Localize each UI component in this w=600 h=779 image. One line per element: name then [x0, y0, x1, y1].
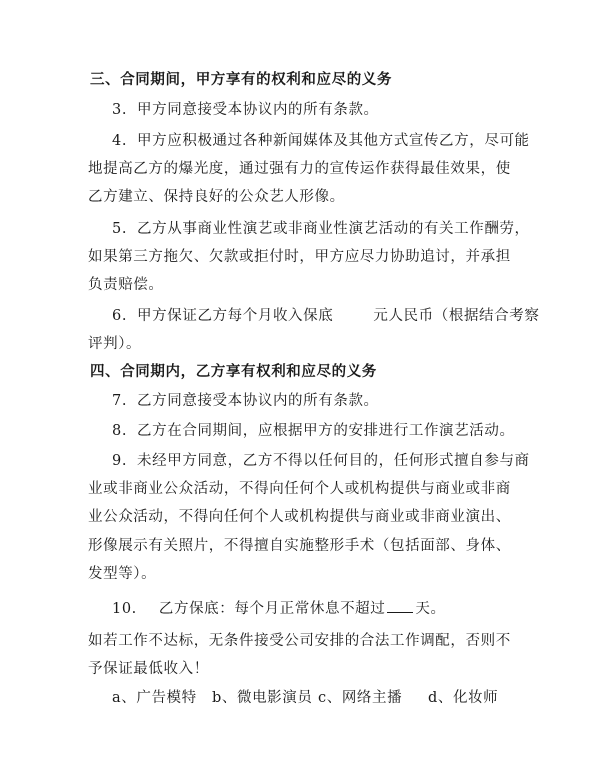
item-4-number: 4.	[112, 133, 128, 149]
item-8	[112, 421, 515, 441]
item-4-line-3: 乙方建立、保持良好的公众艺人形像。	[88, 189, 345, 205]
note-line-1: 如若工作不达标，无条件接受公司安排的合法工作调配，否则不	[88, 633, 511, 649]
item-5-line-3: 负责赔偿。	[88, 277, 164, 293]
item-10	[112, 598, 446, 619]
item-9-line-3: 业公众活动，不得向任何个人或机构提供与商业或非商业演出、	[88, 509, 511, 525]
item-5-text-1: 乙方从事商业性演艺或非商业性演艺活动的有关工作酬劳，	[137, 221, 530, 237]
item-6-number: 6.	[112, 308, 128, 324]
item-7-text: 乙方同意接受本协议内的所有条款。	[137, 393, 379, 409]
item-8-number: 8.	[112, 423, 128, 439]
item-5-line-2: 如果第三方拖欠、欠款或拒付时，甲方应尽力协助追讨，并承担	[88, 249, 511, 265]
item-9-line-4: 形像展示有关照片，不得擅自实施整形手术（包括面部、身体、	[88, 538, 511, 554]
item-4-line-1	[112, 131, 530, 151]
item-6-line-2: 评判）。	[88, 336, 142, 352]
item-3-number: 3.	[112, 102, 128, 118]
item-8-text: 乙方在合同期间，应根据甲方的安排进行工作演艺活动。	[137, 423, 515, 439]
item-9-number: 9.	[112, 453, 128, 469]
section-4-heading: 四、合同期内，乙方享有权利和应尽的义务	[90, 363, 377, 380]
section-3-heading: 三、合同期间，甲方享有的权利和应尽的义务	[90, 71, 392, 88]
rest-days-blank	[387, 598, 413, 613]
item-4-line-2: 地提高乙方的爆光度，通过强有力的宣传运作获得最佳效果，使	[88, 161, 511, 177]
item-10-text-before: 乙方保底：每个月正常休息不超过	[158, 601, 386, 617]
item-9-line-2: 业或非商业公众活动，不得向任何个人或机构提供与商业或非商	[88, 481, 511, 497]
item-6-line-1	[112, 306, 539, 326]
item-7-number: 7.	[112, 393, 128, 409]
item-5-number: 5.	[112, 221, 128, 237]
item-9-text-1: 未经甲方同意，乙方不得以任何目的，任何形式擅自参与商	[137, 453, 530, 469]
item-3	[112, 100, 379, 120]
item-6-text-1a: 甲方保证乙方每个月收入保底	[137, 308, 334, 324]
item-10-text-after: 天。	[415, 601, 446, 617]
item-4-text-1: 甲方应积极通过各种新闻媒体及其他方式宣传乙方，尽可能	[137, 133, 530, 149]
note-line-2: 予保证最低收入！	[88, 661, 209, 677]
option-d: d、化妆师	[428, 690, 499, 706]
item-5-line-1	[112, 219, 530, 239]
item-9-line-1	[112, 451, 530, 471]
item-7	[112, 391, 379, 411]
item-9-line-5: 发型等）。	[88, 566, 157, 582]
item-6-text-1b: 元人民币（根据结合考察	[373, 308, 540, 324]
item-3-text: 甲方同意接受本协议内的所有条款。	[137, 102, 379, 118]
item-10-number: 10.	[112, 601, 137, 617]
option-a: a、广告模特	[112, 690, 197, 706]
option-b: b、微电影演员	[212, 690, 313, 706]
option-c: c、网络主播	[318, 690, 403, 706]
